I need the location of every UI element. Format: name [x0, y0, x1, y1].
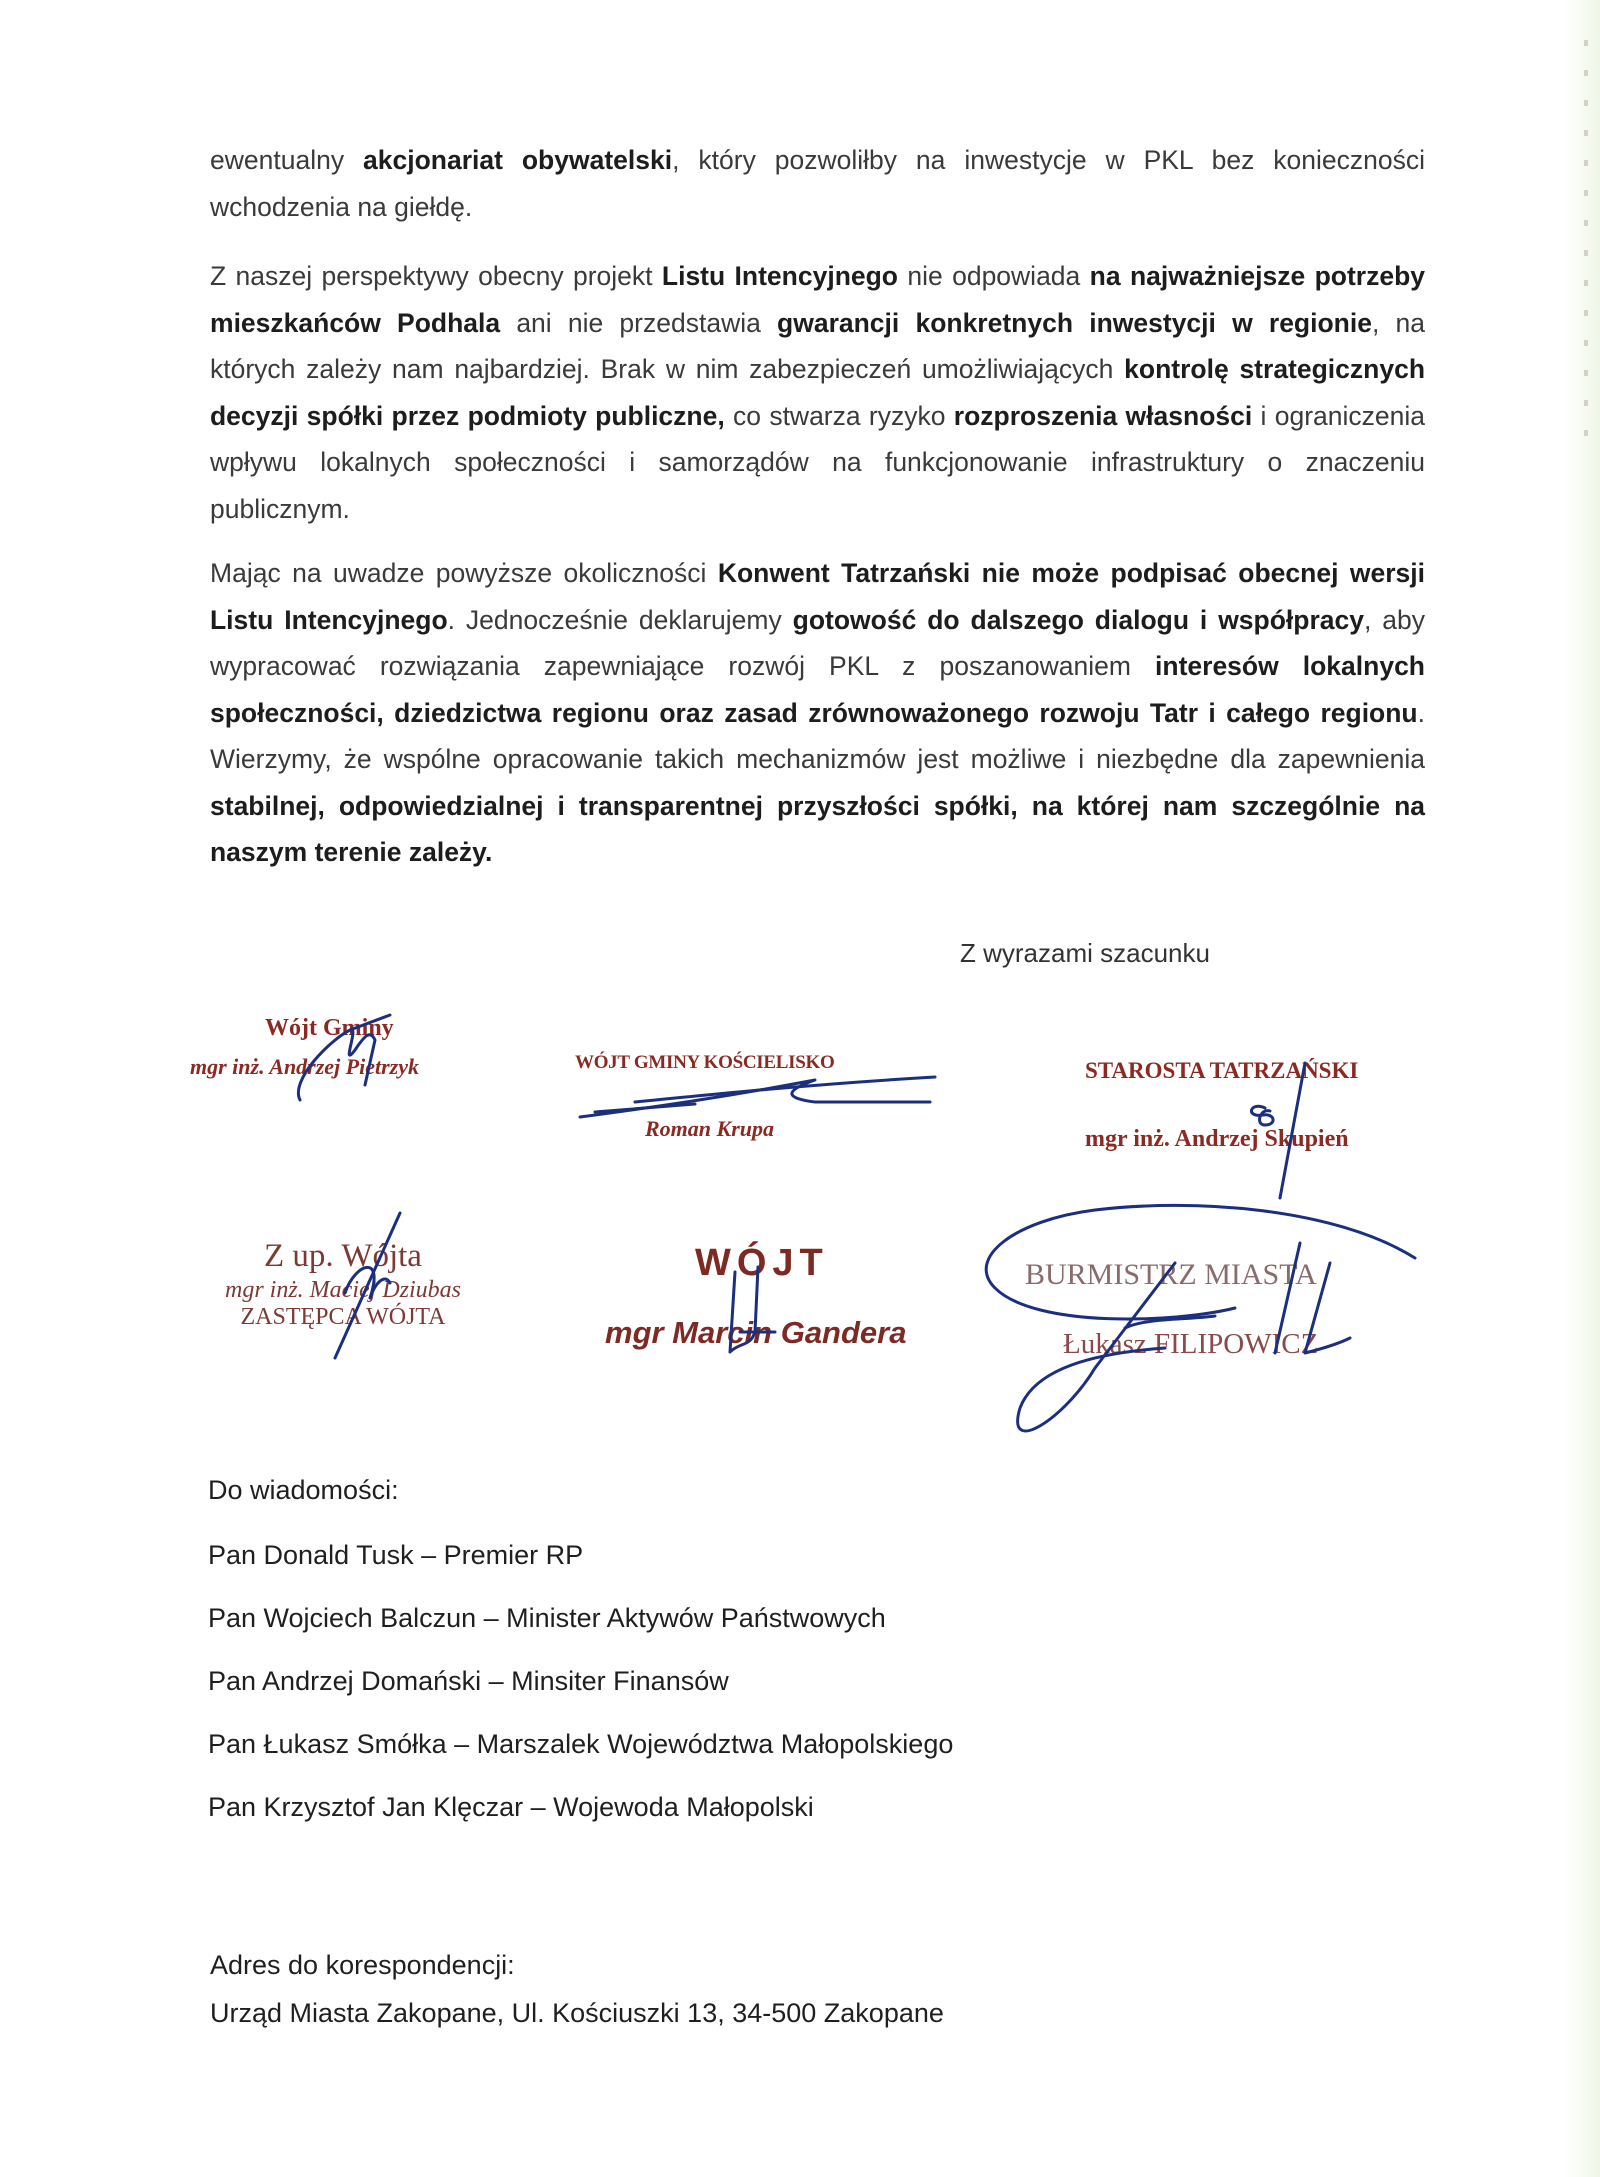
- signature-block-wojt: [605, 1242, 906, 1351]
- paragraph-shareholding: [210, 137, 1425, 230]
- signature-title: WÓJT: [695, 1242, 829, 1284]
- handwritten-signature-icon: [575, 1072, 955, 1132]
- emphasized-text: na najważniejsze potrzeby mieszkańców Podhala: [210, 261, 1425, 338]
- paragraph-conclusion: [210, 550, 1425, 876]
- body-text: nie odpowiada: [898, 261, 1090, 291]
- address-label: Adres do korespondencji:: [210, 1950, 515, 1980]
- handwritten-signature-icon: [975, 1148, 1445, 1478]
- page-edge: [1564, 0, 1600, 2177]
- body-text: , na których zależy nam najbardziej. Brak w nim zabezpieczeń umożliwiających: [210, 307, 1425, 384]
- signature-block-starosta: [1085, 1058, 1358, 1153]
- body-text: i ograniczenia wpływu lokalnych społeczności i samorządów na funkcjonowanie infrastruktury o znaczeniu publicznym.: [210, 400, 1425, 524]
- emphasized-text: gotowość do dalszego dialogu i współpracy: [792, 604, 1364, 635]
- body-text: Mając na uwadze powyższe okoliczności: [210, 558, 718, 588]
- paragraph-perspective: [210, 253, 1425, 532]
- signature-name: Roman Krupa: [645, 1116, 774, 1141]
- signature-title: BURMISTRZ MIASTA: [1025, 1258, 1317, 1291]
- signature-title: Z up. Wójta: [264, 1238, 422, 1274]
- cc-recipient: Pan Krzysztof Jan Klęczar – Wojewoda Małopolski: [208, 1792, 814, 1822]
- cc-recipient: Pan Łukasz Smółka – Marszalek Województwa Małopolskiego: [208, 1729, 954, 1759]
- address-value: Urząd Miasta Zakopane, Ul. Kościuszki 13, 34-500 Zakopane: [210, 1998, 944, 2028]
- emphasized-text: akcjonariat obywatelski: [363, 145, 673, 175]
- emphasized-text: stabilnej, odpowiedzialnej i transparentnej przyszłości spółki, na której nam szczególnie na naszym terenie zależy.: [210, 790, 1425, 867]
- body-text: , który pozwoliłby na inwestycje w PKL bez konieczności wchodzenia na giełdę.: [210, 145, 1425, 222]
- cc-recipient: Pan Wojciech Balczun – Minister Aktywów Państwowych: [208, 1603, 886, 1633]
- signature-name: mgr inż. Andrzej Pietrzyk: [190, 1054, 419, 1079]
- body-text: Z naszej perspektywy obecny projekt: [210, 261, 662, 291]
- emphasized-text: interesów lokalnych społeczności, dziedzictwa regionu oraz zasad zrównoważonego rozwoju Tatr i całego regionu: [210, 651, 1425, 728]
- signature-block-wojt-gminy: [190, 1015, 419, 1080]
- signature-name: mgr Marcin Gandera: [605, 1315, 907, 1350]
- body-text: ewentualny: [210, 145, 363, 175]
- signature-role: ZASTĘPCA WÓJTA: [240, 1304, 446, 1330]
- closing-salutation: Z wyrazami szacunku: [960, 938, 1210, 968]
- body-text: ani nie przedstawia: [500, 307, 778, 338]
- body-text: . Wierzymy, że wspólne opracowanie takich mechanizmów jest możliwe i niezbędne dla zapewnienia: [210, 697, 1425, 774]
- signature-block-burmistrz: [1025, 1258, 1318, 1361]
- handwritten-signature-icon: [720, 1262, 780, 1382]
- emphasized-text: kontrolę strategicznych decyzji spółki przez podmioty publiczne,: [210, 354, 1426, 431]
- signature-block-koscielisko: [575, 1052, 834, 1142]
- signature-title: Wójt Gminy: [265, 1015, 394, 1041]
- body-text: , aby wypracować rozwiązania zapewniające rozwój PKL z poszanowaniem: [210, 604, 1425, 681]
- emphasized-text: rozproszenia własności: [953, 400, 1253, 431]
- signature-name: mgr inż. Maciej Dziubas: [225, 1277, 461, 1303]
- cc-recipient: Pan Donald Tusk – Premier RP: [208, 1540, 584, 1570]
- handwritten-signature-icon: [280, 1010, 400, 1110]
- body-text: . Jednocześnie deklarujemy: [447, 604, 793, 635]
- cc-heading: Do wiadomości:: [208, 1475, 399, 1505]
- emphasized-text: Listu Intencyjnego: [661, 261, 898, 291]
- handwritten-signature-icon: [315, 1213, 405, 1363]
- signature-name: mgr inż. Andrzej Skupień: [1085, 1126, 1349, 1152]
- body-text: co stwarza ryzyko: [724, 400, 954, 431]
- emphasized-text: Konwent Tatrzański nie może podpisać obecnej wersji Listu Intencyjnego: [210, 558, 1425, 635]
- cc-recipient: Pan Andrzej Domański – Minsiter Finansów: [208, 1666, 729, 1696]
- edge-marks: [1584, 40, 1588, 460]
- signature-title: STAROSTA TATRZAŃSKI: [1085, 1058, 1359, 1083]
- signature-block-zastepca-wojta: [225, 1238, 461, 1331]
- signature-title: WÓJT GMINY KOŚCIELISKO: [575, 1052, 835, 1073]
- emphasized-text: gwarancji konkretnych inwestycji w regionie: [777, 307, 1372, 338]
- signature-name: Łukasz FILIPOWICZ: [1063, 1328, 1319, 1360]
